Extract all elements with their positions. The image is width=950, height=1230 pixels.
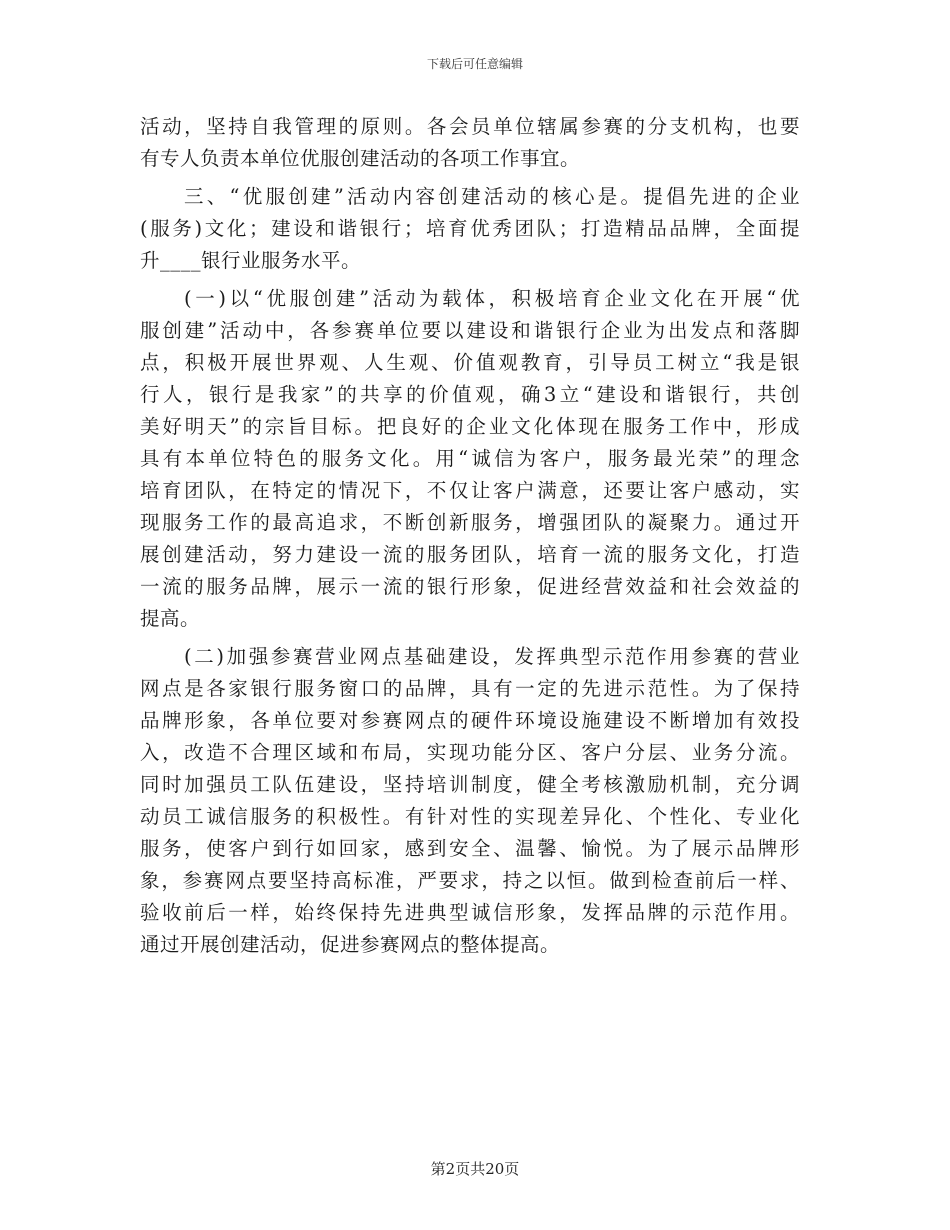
paragraph-2 [140, 181, 800, 277]
document-body [140, 111, 800, 961]
text-line: 有专人负责本单位优服创建活动的各项工作事宜。 [140, 147, 581, 170]
text-line: 活动，坚持自我管理的原则。各会员单位辖属参赛的分支机构，也要 [140, 115, 800, 138]
page-header: 下载后可任意编辑 [426, 57, 523, 71]
text-line: 美好明天”的宗旨目标。把良好的企业文化体现在服务工作中，形成 [140, 415, 800, 438]
text-line: 服创建”活动中，各参赛单位要以建设和谐银行企业为出发点和落脚 [140, 319, 800, 342]
text-line: 服务，使客户到行如回家，感到安全、温馨、愉悦。为了展示品牌形 [140, 837, 800, 860]
text-line: 现服务工作的最高追求，不断创新服务，增强团队的凝聚力。通过开 [140, 511, 800, 534]
text-line: 象，参赛网点要坚持高标准，严要求，持之以恒。做到检查前后一样、 [140, 869, 800, 892]
text-line: 点，积极开展世界观、人生观、价值观教育，引导员工树立“我是银 [140, 351, 800, 374]
text-line: (服务)文化；建设和谐银行；培育优秀团队；打造精品品牌，全面提 [140, 217, 800, 240]
text-line: 同时加强员工队伍建设，坚持培训制度，健全考核激励机制，充分调 [140, 773, 800, 796]
page-number: 第2页共20页 [430, 1160, 520, 1178]
text-line: 网点是各家银行服务窗口的品牌，具有一定的先进示范性。为了保持 [140, 677, 800, 700]
paragraph-4 [140, 641, 800, 961]
text-line: 动员工诚信服务的积极性。有针对性的实现差异化、个性化、专业化 [140, 805, 800, 828]
text-line: (一)以“优服创建”活动为载体，积极培育企业文化在开展“优 [184, 287, 800, 310]
paragraph-1 [140, 111, 800, 175]
paragraph-3 [140, 283, 800, 635]
text-line: 验收前后一样，始终保持先进典型诚信形象，发挥品牌的示范作用。 [140, 901, 800, 924]
text-line: 具有本单位特色的服务文化。用“诚信为客户，服务最光荣”的理念 [140, 447, 800, 470]
text-line: 升____银行业服务水平。 [140, 249, 362, 272]
text-line: 三、“优服创建”活动内容创建活动的核心是。提倡先进的企业 [184, 185, 800, 208]
text-line: 培育团队，在特定的情况下，不仅让客户满意，还要让客户感动，实 [140, 479, 800, 502]
text-line: 通过开展创建活动，促进参赛网点的整体提高。 [140, 933, 561, 956]
text-line: 品牌形象，各单位要对参赛网点的硬件环境设施建设不断增加有效投 [140, 709, 800, 732]
text-line: 展创建活动，努力建设一流的服务团队，培育一流的服务文化，打造 [140, 543, 800, 566]
text-line: (二)加强参赛营业网点基础建设，发挥典型示范作用参赛的营业 [184, 645, 800, 668]
text-line: 提高。 [140, 607, 201, 630]
text-line: 一流的服务品牌，展示一流的银行形象，促进经营效益和社会效益的 [140, 575, 800, 598]
text-line: 入，改造不合理区域和布局，实现功能分区、客户分层、业务分流。 [140, 741, 800, 764]
text-line: 行人，银行是我家”的共享的价值观，确3立“建设和谐银行，共创 [140, 383, 800, 406]
